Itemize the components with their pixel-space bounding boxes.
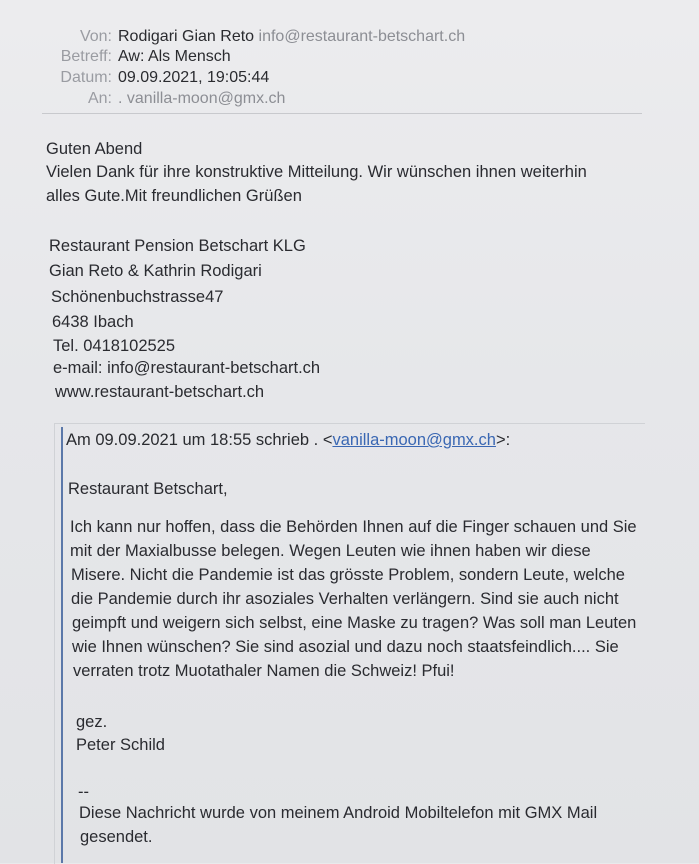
from-name[interactable]: Rodigari Gian Reto: [118, 28, 255, 45]
quoted-line-7: verraten trotz Muotathaler Namen die Schweiz! Pfui!: [73, 662, 455, 680]
signature-website[interactable]: www.restaurant-betschart.ch: [55, 383, 265, 401]
header-to-row: [0, 89, 285, 109]
signature-city: 6438 Ibach: [52, 313, 134, 331]
signature-street: Schönenbuchstrasse47: [51, 288, 224, 306]
quoted-salutation: Restaurant Betschart,: [68, 480, 228, 498]
quoted-line-1: Ich kann nur hoffen, dass die Behörden Ihnen auf die Finger schauen und Sie: [70, 518, 637, 536]
quoted-sender-email-link[interactable]: vanilla-moon@gmx.ch: [332, 431, 496, 449]
signature-names: Gian Reto & Kathrin Rodigari: [49, 262, 262, 280]
quoted-intro-prefix: Am 09.09.2021 um 18:55 schrieb . <: [66, 431, 333, 449]
quoted-line-3: Misere. Nicht die Pandemie ist das grösste Problem, sondern Leute, welche: [71, 566, 625, 584]
header-subject-row: [0, 47, 231, 67]
reply-greeting: Guten Abend: [46, 140, 143, 158]
header-from-row: [0, 27, 465, 47]
to-value[interactable]: . vanilla-moon@gmx.ch: [118, 90, 286, 107]
quoted-line-2: mit der Maxialbusse belegen. Wegen Leuten wie ihnen haben wir diese: [70, 542, 591, 560]
subject-value: Aw: Als Mensch: [118, 48, 231, 65]
signature-company: Restaurant Pension Betschart KLG: [49, 237, 306, 255]
quoted-sign-name: Peter Schild: [76, 736, 165, 754]
header-date-row: [0, 68, 269, 88]
quoted-signature-separator: --: [78, 783, 89, 801]
signature-phone: Tel. 0418102525: [53, 337, 176, 355]
from-email[interactable]: info@restaurant-betschart.ch: [258, 28, 466, 45]
subject-label: Betreff:: [60, 48, 112, 65]
quote-indicator-bar: [61, 427, 63, 863]
to-label: An:: [87, 90, 112, 107]
date-label: Datum:: [60, 69, 112, 86]
reply-line-2: alles Gute.Mit freundlichen Grüßen: [46, 187, 302, 205]
quoted-line-6: wie Ihnen wünschen? Sie sind asozial und dazu noch staatsfeindlich.... Sie: [72, 638, 619, 656]
quoted-intro-suffix: >:: [495, 431, 511, 449]
from-label: Von:: [79, 28, 112, 45]
header-divider: [42, 113, 642, 114]
quoted-intro: [66, 428, 510, 453]
quoted-sign-gez: gez.: [76, 713, 108, 731]
quoted-footer-line-1: Diese Nachricht wurde von meinem Android Mobiltelefon mit GMX Mail: [79, 804, 598, 822]
quoted-line-4: die Pandemie durch ihr asoziales Verhalten verlängern. Sind sie auch nicht: [71, 590, 619, 608]
date-value: 09.09.2021, 19:05:44: [118, 69, 270, 86]
quoted-line-5: geimpft und weigern sich selbst, eine Maske zu tragen? Was soll man Leuten: [72, 614, 637, 632]
quoted-footer-line-2: gesendet.: [80, 828, 153, 846]
signature-email[interactable]: e-mail: info@restaurant-betschart.ch: [53, 359, 321, 377]
reply-line-1: Vielen Dank für ihre konstruktive Mitteilung. Wir wünschen ihnen weiterhin: [46, 163, 587, 181]
